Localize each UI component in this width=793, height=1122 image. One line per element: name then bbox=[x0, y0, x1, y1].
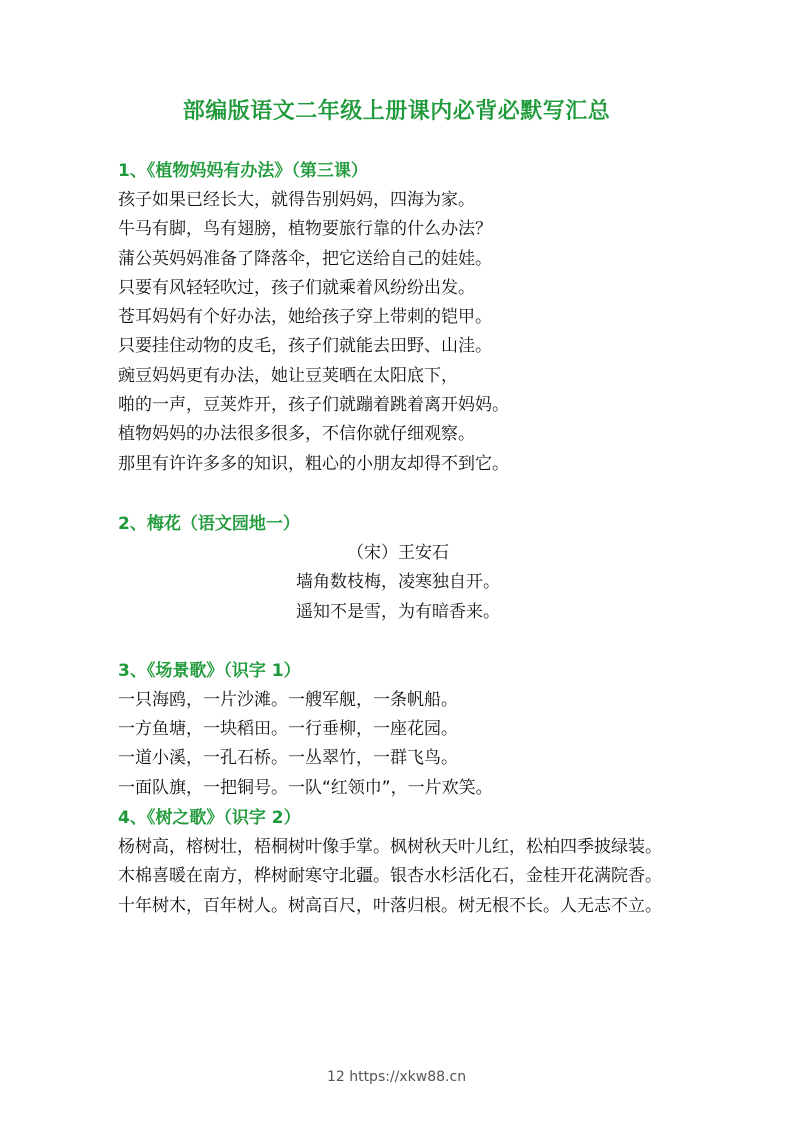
text-paragraph: 十年树木，百年树人。树高百尺，叶落归根。树无根不长。人无志不立。 bbox=[118, 895, 662, 916]
text-line: 只要有风轻轻吹过，孩子们就乘着风纷纷出发。 bbox=[118, 277, 475, 298]
text-line: 一方鱼塘，一块稻田。一行垂柳，一座花园。 bbox=[118, 719, 458, 740]
section-3 bbox=[118, 656, 678, 803]
text-line: 牛马有脚，鸟有翅膀，植物要旅行靠的什么办法？ bbox=[118, 219, 492, 240]
section-heading: 3、《场景歌》（识字 1） bbox=[118, 660, 301, 681]
text-line: 孩子如果已经长大，就得告别妈妈，四海为家。 bbox=[118, 190, 475, 210]
text-paragraph: 木棉喜暖在南方，桦树耐寒守北疆。银杏水杉活化石，金桂开花满院香。 bbox=[118, 866, 662, 887]
document-body bbox=[118, 156, 678, 921]
page-footer: 12 https://xkw88.cn bbox=[326, 1069, 467, 1085]
poem-line: 遥知不是雪，为有暗香来。 bbox=[296, 601, 500, 622]
text-line: 一道小溪，一孔石桥。一丛翠竹，一群飞鸟。 bbox=[118, 748, 458, 769]
text-line: 一只海鸥，一片沙滩。一艘军舰，一条帆船。 bbox=[118, 689, 458, 710]
text-line: 豌豆妈妈更有办法，她让豆荚晒在太阳底下， bbox=[118, 365, 458, 386]
text-line: 只要挂住动物的皮毛，孩子们就能去田野、山洼。 bbox=[118, 336, 492, 357]
text-line: 一面队旗，一把铜号。一队“红领巾”，一片欢笑。 bbox=[118, 777, 493, 798]
section-heading: 2、梅花（语文园地一） bbox=[118, 513, 300, 534]
spacer bbox=[118, 627, 678, 656]
text-line: 苍耳妈妈有个好办法，她给孩子穿上带刺的铠甲。 bbox=[118, 307, 492, 328]
text-line: 植物妈妈的办法很多很多，不信你就仔细观察。 bbox=[118, 424, 475, 445]
section-2 bbox=[118, 509, 678, 627]
text-line: 啪的一声，豆荚炸开，孩子们就蹦着跳着离开妈妈。 bbox=[118, 395, 509, 416]
section-heading: 1、《植物妈妈有办法》（第三课） bbox=[118, 161, 368, 181]
poem-author: （宋）王安石 bbox=[347, 542, 449, 563]
text-line: 那里有许许多多的知识，粗心的小朋友却得不到它。 bbox=[118, 453, 509, 474]
text-paragraph: 杨树高，榕树壮，梧桐树叶像手掌。枫树秋天叶儿红，松柏四季披绿装。 bbox=[118, 837, 662, 858]
section-4 bbox=[118, 803, 678, 921]
text-line: 蒲公英妈妈准备了降落伞，把它送给自己的娃娃。 bbox=[118, 248, 492, 269]
page-title: 部编版语文二年级上册课内必背必默写汇总 bbox=[182, 99, 611, 124]
section-1 bbox=[118, 156, 678, 479]
section-heading: 4、《树之歌》（识字 2） bbox=[118, 808, 301, 829]
poem-line: 墙角数枝梅，凌寒独自开。 bbox=[296, 572, 500, 593]
spacer bbox=[118, 479, 678, 509]
